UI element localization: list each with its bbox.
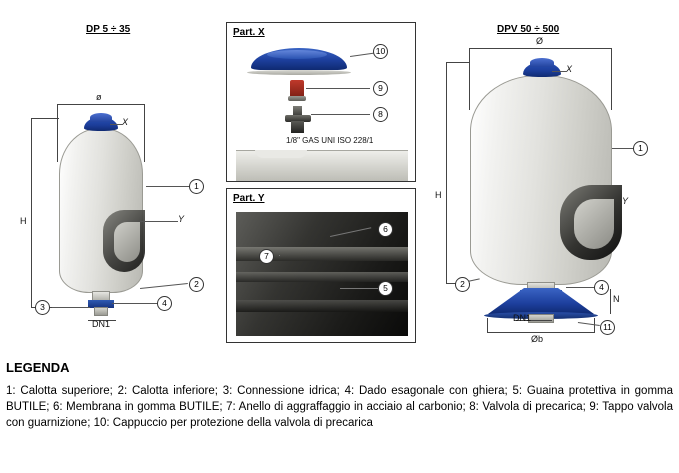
detail-x-callout-8: 8 [373,107,388,122]
left-dn1-label: DN1 [92,319,111,329]
left-callout-4: 4 [157,296,172,311]
detail-y-callout-7-anchor [279,255,280,256]
right-callout-1: 1 [633,141,648,156]
right-tank-feet-base [488,288,594,314]
right-diameter-label: Ø [536,36,544,46]
detail-x-shell-dimple [255,150,307,158]
right-height-dimension-line [446,62,447,284]
right-base-diameter-label: Øb [531,334,544,344]
right-dn1-label: DN1 [513,313,532,323]
right-callout-1-leader [612,148,634,149]
detail-x-cap-highlight [267,50,327,59]
left-diameter-dimension-line [57,104,145,105]
left-mark-x: X [122,117,129,127]
left-mark-y: Y [178,214,185,224]
left-callout-3-leader [52,307,90,308]
detail-x-valve-plug-seal [288,96,306,101]
detail-x-callout-10: 10 [373,44,388,59]
detail-y-sleeve-layer [236,300,408,312]
left-mark-y-leader [140,221,178,222]
left-callout-1: 1 [189,179,204,194]
left-tank-water-connection [94,307,108,316]
right-drawing-title: DPV 50 ÷ 500 [497,24,560,35]
right-diameter-ext-right [611,48,612,110]
left-callout-4-leader [112,303,158,304]
detail-x-valve-thread [291,121,304,133]
detail-y-title: Part. Y [233,193,265,204]
left-drawing-title: DP 5 ÷ 35 [86,24,131,35]
left-callout-3: 3 [35,300,50,315]
detail-x-thread-label: 1/8" GAS UNI ISO 228/1 [286,136,374,145]
left-height-label: H [20,216,27,226]
detail-y-callout-5-leader [340,288,378,289]
left-height-ext-top [31,118,59,119]
legend-text: 1: Calotta superiore; 2: Calotta inferiore; 3: Connessione idrica; 4: Dado esagonale con ghiera; 5: Guaina protettiva in gomma BUTILE; 6: Membrana in gomma BUTILE; 7: Anello di aggraffaggio in acciaio al carbonio; 8: Valvola di precarica; 9: Tappo valvola con guarnizione; 10: Cappuccio per protezione della valvola di precarica [6,385,673,429]
legend-title: LEGENDA [6,360,70,375]
left-callout-1-leader [146,186,190,187]
right-tank-cap-highlight [530,58,554,67]
left-diameter-ext-right [144,104,145,162]
left-diameter-label: ø [96,92,102,102]
left-callout-2: 2 [189,277,204,292]
right-diameter-dimension-line [469,48,612,49]
right-tank-water-connection [528,314,554,323]
detail-x-callout-9: 9 [373,81,388,96]
detail-y-callout-5: 5 [378,281,393,296]
left-tank-membrane-inner [114,222,140,262]
right-diameter-ext-left [469,48,470,110]
legend-section [6,360,673,431]
right-foot-height-dimension-line [610,289,611,314]
right-callout-11: 11 [600,320,615,335]
right-mark-x-leader [552,71,566,72]
right-callout-2: 2 [455,277,470,292]
right-tank-membrane-inner [574,199,614,249]
detail-y-callout-7: 7 [259,249,274,264]
right-foot-height-label: N [613,294,620,304]
right-base-diameter-dimension-line [487,332,595,333]
detail-x-cap-base [247,70,351,75]
right-callout-11-leader [578,322,600,326]
right-mark-y: Y [622,196,629,206]
detail-x-callout-9-leader [306,88,370,89]
left-diameter-ext-left [57,104,58,162]
detail-y-callout-6: 6 [378,222,393,237]
right-mark-x: X [566,64,573,74]
detail-x-title: Part. X [233,27,265,38]
left-mark-x-leader [110,124,122,125]
right-height-label: H [435,190,442,200]
right-height-ext-top [446,62,470,63]
left-tank-cap-highlight [90,113,112,122]
detail-x-callout-8-leader [311,114,370,115]
left-callout-2-leader [140,283,188,289]
right-base-diameter-ext-left [487,318,488,332]
right-callout-4: 4 [594,280,609,295]
left-height-dimension-line [31,118,32,308]
